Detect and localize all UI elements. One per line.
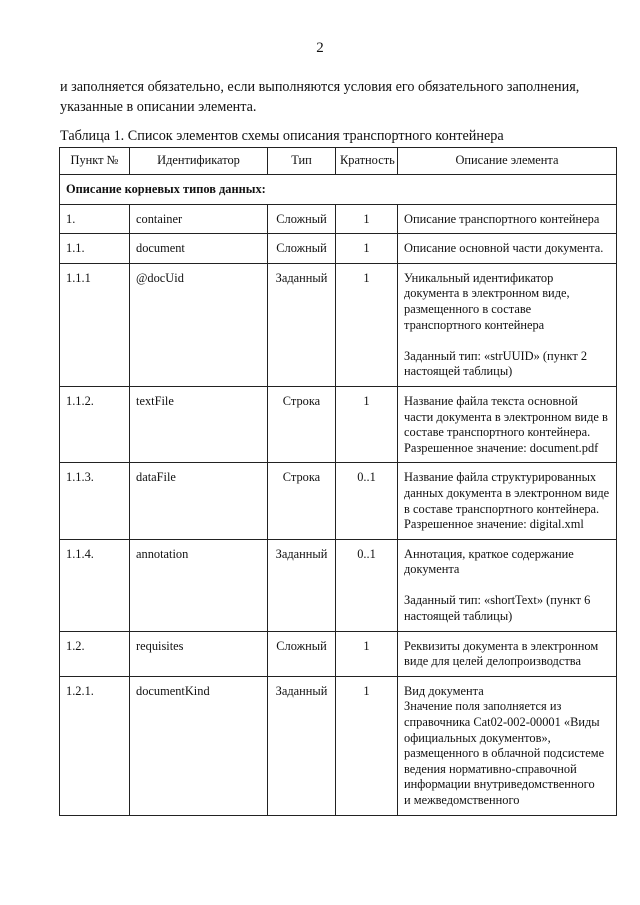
cell-description	[398, 631, 617, 676]
table-row	[60, 263, 617, 386]
cell-identifier: document	[130, 234, 268, 264]
column-header-type: Тип	[268, 148, 336, 175]
cell-multiplicity: 1	[336, 676, 398, 815]
section-title: Описание корневых типов данных:	[60, 175, 617, 205]
cell-identifier: documentKind	[130, 676, 268, 815]
description-line: Аннотация, краткое содержание документа	[404, 546, 574, 577]
description-line: Название файла структурированных данных документа в электронном виде в составе транспортного контейнера.	[404, 470, 610, 516]
page-number: 2	[316, 40, 324, 56]
cell-identifier: container	[130, 204, 268, 234]
cell-description	[398, 539, 617, 631]
cell-description	[398, 234, 617, 264]
cell-item-number: 1.1.	[60, 234, 130, 264]
cell-multiplicity: 1	[336, 631, 398, 676]
section-row	[60, 175, 617, 205]
cell-type: Строка	[268, 386, 336, 462]
column-header-num: Пункт №	[60, 148, 130, 175]
table-row	[60, 539, 617, 631]
cell-description	[398, 263, 617, 386]
cell-identifier: textFile	[130, 386, 268, 462]
cell-identifier: dataFile	[130, 463, 268, 539]
cell-type: Сложный	[268, 234, 336, 264]
description-line: Название файла текста основной части документа в электронном виде в составе транспортного контейнера.	[404, 393, 608, 440]
cell-identifier: requisites	[130, 631, 268, 676]
cell-item-number: 1.1.2.	[60, 386, 130, 462]
table-row	[60, 463, 617, 539]
cell-type: Заданный	[268, 676, 336, 815]
description-line: Разрешенное значение: document.pdf	[404, 440, 599, 455]
table-header-row	[60, 148, 617, 175]
description-line: Значение поля заполняется из справочника Cat02-002-00001 «Виды официальных документов», размещенного в облачной подсистеме ведения нормативно-справочной информации внутриведомственного	[404, 699, 605, 792]
column-header-description: Описание элемента	[398, 148, 617, 175]
cell-description	[398, 386, 617, 462]
column-header-multiplicity: Кратность	[336, 148, 398, 175]
table-row	[60, 234, 617, 264]
table-row	[60, 204, 617, 234]
cell-item-number: 1.1.1	[60, 263, 130, 386]
intro-paragraph: и заполняется обязательно, если выполняются условия его обязательного заполнения, указанные в описании элемента.	[60, 79, 580, 115]
cell-type: Сложный	[268, 204, 336, 234]
table-row	[60, 631, 617, 676]
table-caption: Таблица 1. Список элементов схемы описания транспортного контейнера	[60, 128, 504, 144]
column-header-identifier: Идентификатор	[130, 148, 268, 175]
description-line: Описание транспортного контейнера	[404, 211, 600, 226]
elements-table	[59, 147, 617, 816]
description-line: Описание основной части документа.	[404, 241, 604, 256]
description-line: Уникальный идентификатор документа в электронном виде, размещенного в составе транспортного контейнера	[404, 270, 570, 332]
description-gap	[404, 578, 610, 594]
cell-identifier: annotation	[130, 539, 268, 631]
table-row	[60, 386, 617, 462]
cell-description	[398, 204, 617, 234]
description-line: и межведомственного	[404, 793, 520, 807]
description-line: Разрешенное значение: digital.xml	[404, 517, 584, 532]
cell-type: Заданный	[268, 539, 336, 631]
cell-description	[398, 463, 617, 539]
cell-multiplicity: 1	[336, 234, 398, 264]
cell-type: Заданный	[268, 263, 336, 386]
description-line: Вид документа	[404, 683, 484, 698]
cell-multiplicity: 1	[336, 204, 398, 234]
cell-multiplicity: 1	[336, 263, 398, 386]
cell-type: Строка	[268, 463, 336, 539]
cell-multiplicity: 1	[336, 386, 398, 462]
table-row	[60, 676, 617, 815]
cell-description	[398, 676, 617, 815]
cell-item-number: 1.	[60, 204, 130, 234]
description-gap	[404, 333, 610, 349]
cell-item-number: 1.1.3.	[60, 463, 130, 539]
cell-multiplicity: 0..1	[336, 463, 398, 539]
description-line: Заданный тип: «shortText» (пункт 6 настоящей таблицы)	[404, 593, 591, 624]
cell-item-number: 1.2.1.	[60, 676, 130, 815]
cell-item-number: 1.1.4.	[60, 539, 130, 631]
cell-item-number: 1.2.	[60, 631, 130, 676]
description-line: Заданный тип: «strUUID» (пункт 2 настоящей таблицы)	[404, 348, 588, 379]
cell-identifier: @docUid	[130, 263, 268, 386]
cell-multiplicity: 0..1	[336, 539, 398, 631]
description-line: Реквизиты документа в электронном виде для целей делопроизводства	[404, 638, 599, 669]
cell-type: Сложный	[268, 631, 336, 676]
